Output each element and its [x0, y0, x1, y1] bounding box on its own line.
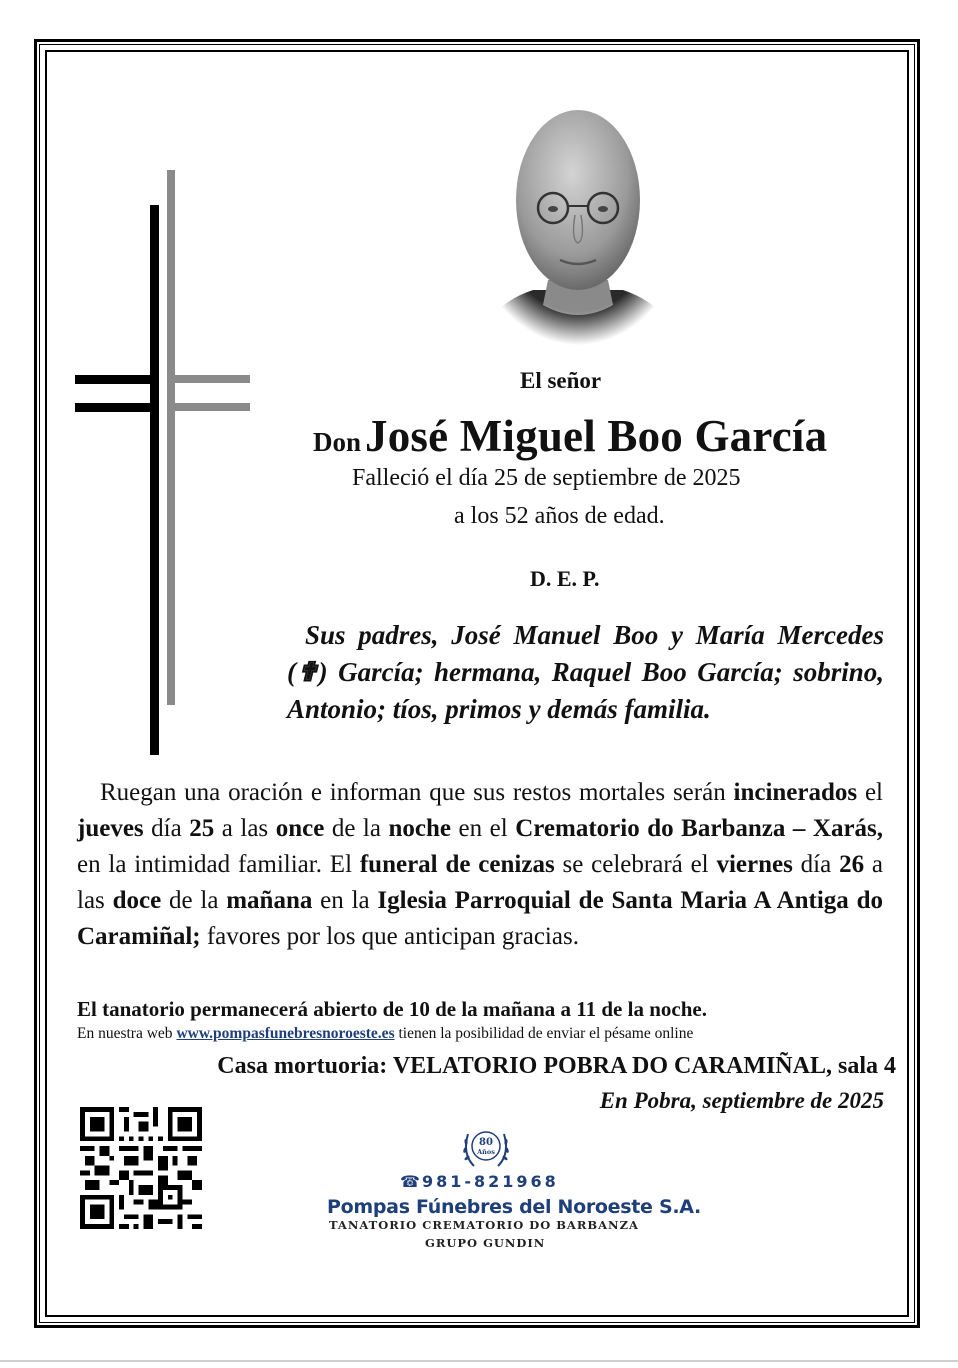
web-condolence-line: En nuestra web www.pompasfunebresnoroeste.es tienen la posibilidad de enviar el pésame online: [77, 1025, 694, 1042]
company-subtitle: TANATORIO CREMATORIO DO BARBANZA: [329, 1218, 639, 1232]
rip-text: D. E. P.: [530, 566, 600, 591]
tanatorio-hours: El tanatorio permanecerá abierto de 10 de la mañana a 11 de la noche.: [77, 997, 707, 1021]
qr-code-icon[interactable]: [80, 1107, 202, 1229]
death-date: Falleció el día 25 de septiembre de 2025: [352, 465, 741, 491]
family-paragraph: Sus padres, José Manuel Boo y María Mercedes (✟) García; hermana, Raquel Boo García; sobrino, Antonio; tíos, primos y demás familia.: [287, 620, 884, 724]
deceased-name: José Miguel Boo García: [365, 411, 828, 461]
intro-text: El señor: [520, 368, 602, 393]
deceased-portrait: [478, 100, 678, 345]
small-cross-icon: ✟: [296, 657, 319, 687]
badge-number: 80: [479, 1137, 493, 1148]
honorific: Don: [313, 427, 362, 457]
age-line: a los 52 años de edad.: [454, 503, 665, 529]
page-bottom-rule: [0, 1360, 958, 1362]
ceremony-paragraph: Ruegan una oración e informan que sus restos mortales serán incinerados el jueves día 25 a las once de la noche en el Crematorio do Barbanza – Xarás, en la intimidad familiar. El funeral de cenizas se celebrará el viernes día 26 a las doce de la mañana en la Iglesia Parroquial de Santa Maria A Antiga do Caramiñal; favores por los que anticipan gracias.: [77, 779, 884, 950]
company-group: GRUPO GUNDIN: [425, 1236, 546, 1250]
phone-number[interactable]: ☎ 981-821968: [400, 1172, 559, 1191]
phone-icon: ☎: [400, 1172, 420, 1191]
company-name: Pompas Fúnebres del Noroeste S.A.: [327, 1196, 701, 1218]
cross-icon: [70, 170, 255, 760]
anniversary-badge-icon: [460, 1124, 512, 1170]
badge-word: Años: [477, 1148, 495, 1156]
casa-mortuoria: Casa mortuoria: VELATORIO POBRA DO CARAMIÑAL, sala 4: [217, 1053, 896, 1079]
deceased-name-line: [313, 410, 827, 462]
website-link[interactable]: www.pompasfunebresnoroeste.es: [176, 1025, 395, 1042]
place-date: En Pobra, septiembre de 2025: [599, 1088, 884, 1113]
